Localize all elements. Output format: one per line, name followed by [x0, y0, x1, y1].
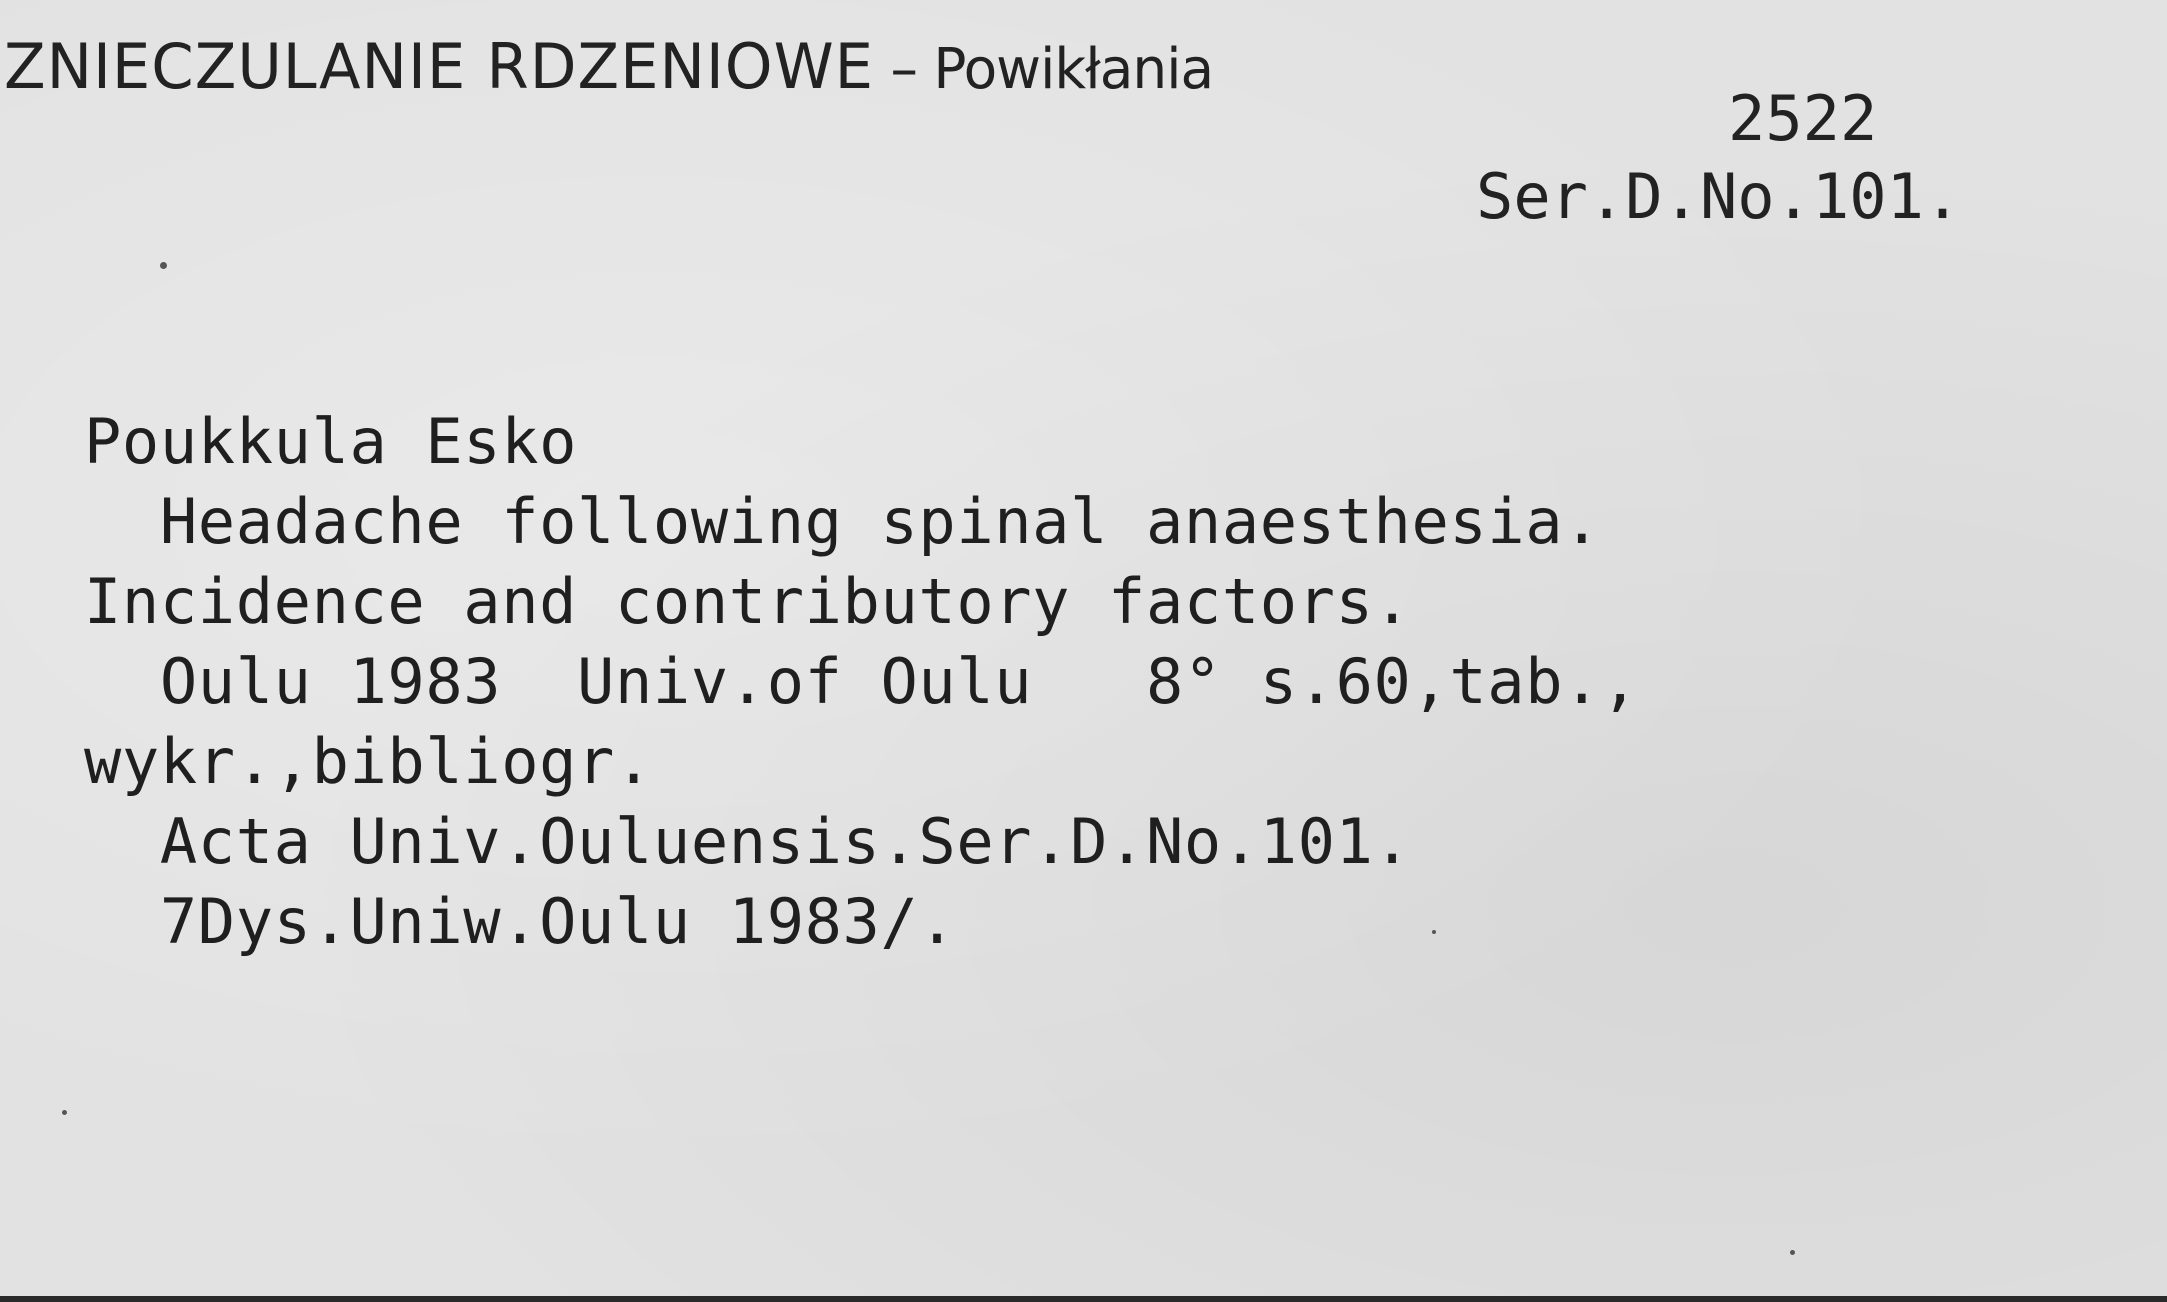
subject-heading-subdivision: – Powikłania — [874, 37, 1214, 102]
title-line-2: Incidence and contributory factors. — [84, 565, 1412, 638]
series-line: Acta Univ.Ouluensis.Ser.D.No.101. — [84, 805, 1412, 878]
imprint-line-1: Oulu 1983 Univ.of Oulu 8° s.60,tab., — [84, 645, 1640, 718]
speck — [1432, 930, 1436, 934]
speck — [160, 262, 167, 269]
series-number-top: Ser.D.No.101. — [1476, 160, 1962, 233]
title-line-1: Headache following spinal anaesthesia. — [84, 485, 1602, 558]
subject-heading — [4, 30, 1213, 103]
speck — [62, 1110, 67, 1115]
imprint-line-2: wykr.,bibliogr. — [84, 725, 653, 798]
note-line: 7Dys.Uniw.Oulu 1983/. — [84, 885, 957, 958]
speck — [1790, 1250, 1795, 1255]
card-bottom-edge — [0, 1296, 2167, 1302]
subject-heading-main: ZNIECZULANIE RDZENIOWE — [4, 30, 875, 103]
call-number: 2522 — [1728, 82, 1878, 155]
author-line: Poukkula Esko — [84, 405, 578, 478]
